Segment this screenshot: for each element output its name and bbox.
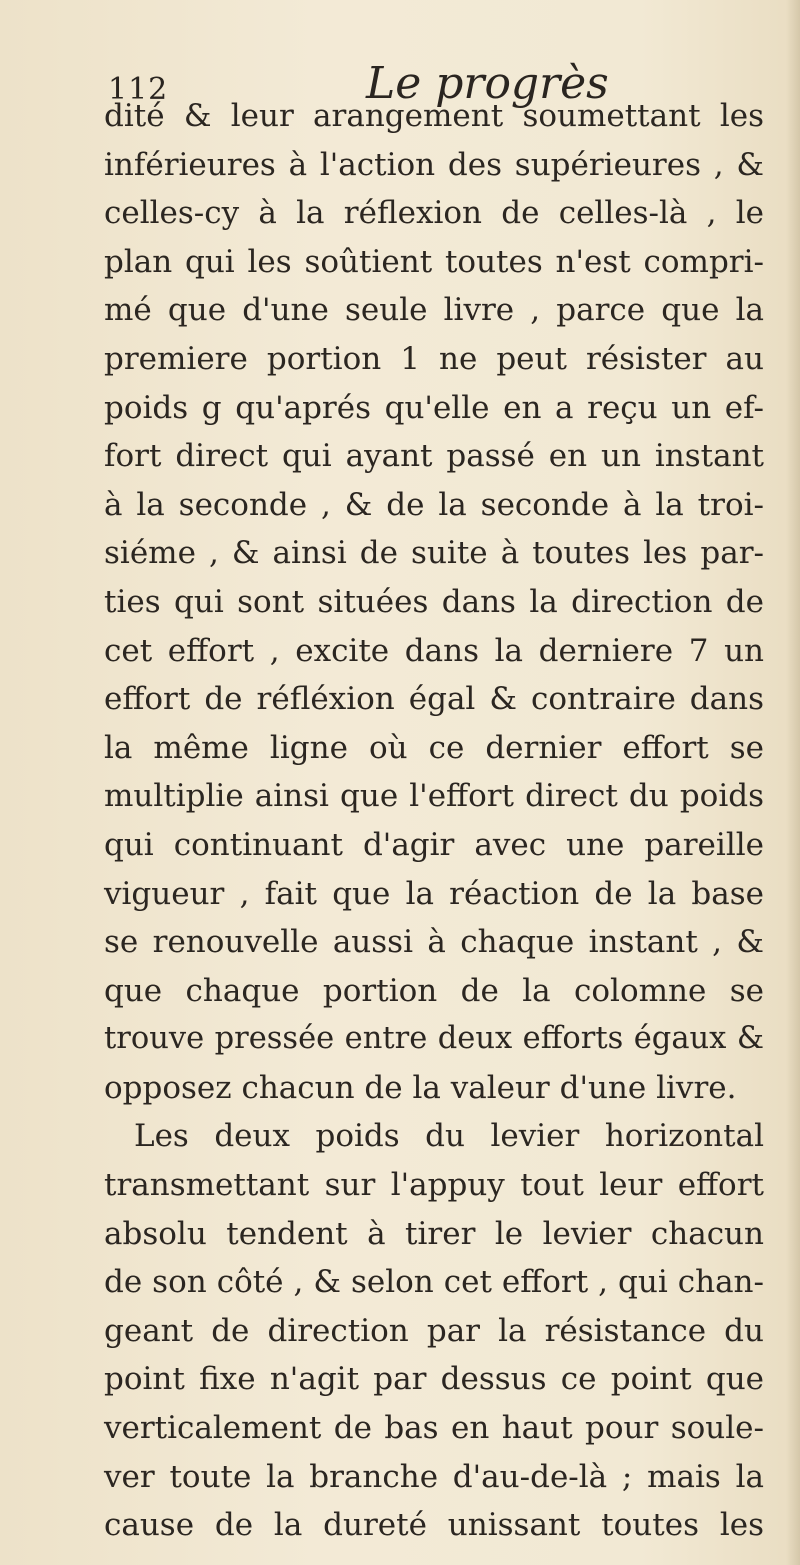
text-line: poids g qu'aprés qu'elle en a reçu un ef- <box>104 389 764 426</box>
text-line: cet effort , excite dans la derniere 7 un <box>104 632 764 669</box>
text-line: premiere portion 1 ne peut résister au <box>104 340 764 377</box>
text-line: siéme , & ainsi de suite à toutes les par- <box>104 535 764 572</box>
text-line: fort direct qui ayant passé en un instant <box>104 438 764 475</box>
text-line: geant de direction par la résistance du <box>104 1312 764 1349</box>
text-line: à la seconde , & de la seconde à la troi- <box>104 486 764 523</box>
paragraph-start-line: Les deux poids du levier horizontal <box>134 1118 764 1155</box>
text-line: mé que d'une seule livre , parce que la <box>104 292 764 329</box>
text-line: vigueur , fait que la réaction de la base <box>104 875 764 912</box>
page-edge-shadow <box>786 0 800 1565</box>
text-line: point fixe n'agit par dessus ce point que <box>104 1361 764 1398</box>
text-line: de son côté , & selon cet effort , qui chan- <box>104 1264 764 1301</box>
text-line: qui continuant d'agir avec une pareille <box>104 826 764 863</box>
text-line: ver toute la branche d'au-de-là ; mais la <box>104 1458 764 1495</box>
text-line: que chaque portion de la colomne se <box>104 972 764 1009</box>
text-line: trouve pressée entre deux efforts égaux & <box>104 1021 764 1057</box>
text-line: ties qui sont situées dans la direction de <box>104 583 764 620</box>
text-line: celles-cy à la réflexion de celles-là , le <box>104 195 764 232</box>
text-line: cause de la dureté unissant toutes les <box>104 1507 764 1544</box>
text-line: absolu tendent à tirer le levier chacun <box>104 1215 764 1252</box>
body-text <box>104 92 764 1550</box>
text-line: multiplie ainsi que l'effort direct du poids <box>104 778 764 815</box>
text-line: se renouvelle aussi à chaque instant , & <box>104 924 764 961</box>
text-line: plan qui les soûtient toutes n'est compri- <box>104 243 764 280</box>
text-line: opposez chacun de la valeur d'une livre. <box>104 1069 737 1106</box>
text-line: dité & leur arangement soumettant les <box>104 98 764 134</box>
text-line: inférieures à l'action des supérieures , & <box>104 146 764 183</box>
text-line: verticalement de bas en haut pour soule- <box>104 1410 764 1447</box>
text-line: effort de réfléxion égal & contraire dans <box>104 681 764 718</box>
running-title: Le progrès <box>366 58 609 109</box>
page-number: 112 <box>108 72 169 107</box>
text-line: transmettant sur l'appuy tout leur effort <box>104 1167 764 1204</box>
text-line: la même ligne où ce dernier effort se <box>104 729 764 766</box>
